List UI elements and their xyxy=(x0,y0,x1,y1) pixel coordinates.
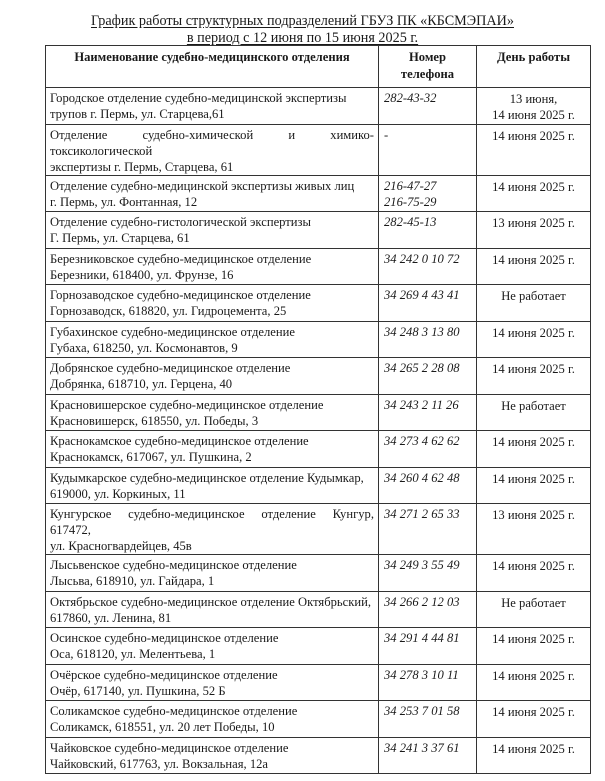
department-name-line: Лысьва, 618910, ул. Гайдара, 1 xyxy=(50,574,215,588)
phone-number-cell xyxy=(379,504,477,555)
header-phone-number: Номер телефона xyxy=(379,46,477,88)
phone-number-line: 216-75-29 xyxy=(384,194,437,209)
phone-number-line: 34 249 3 55 49 xyxy=(384,558,460,572)
phone-number-line: 34 291 4 44 81 xyxy=(384,631,460,645)
phone-number-cell xyxy=(379,394,477,431)
department-name-line: Отделение судебно-гистологической экспертизы xyxy=(50,215,311,229)
work-day-line: 14 июня 2025 г. xyxy=(492,705,575,719)
department-name-line: Березники, 618400, ул. Фрунзе, 16 xyxy=(50,267,234,282)
department-name-cell xyxy=(46,591,379,628)
phone-number-line: 34 269 4 43 41 xyxy=(384,288,460,302)
table-row xyxy=(46,664,591,701)
work-day-cell xyxy=(477,467,591,504)
department-name-line: Городское отделение судебно-медицинской экспертизы xyxy=(50,91,347,105)
phone-number-line: 34 273 4 62 62 xyxy=(384,434,460,448)
work-day-line: 13 июня, xyxy=(509,92,558,106)
phone-number-cell xyxy=(379,124,477,175)
phone-number-line: 282-45-13 xyxy=(384,215,437,229)
work-day-cell xyxy=(477,555,591,592)
department-name-cell xyxy=(46,321,379,358)
department-name-line: Красновишерск, 618550, ул. Победы, 3 xyxy=(50,413,259,428)
department-name-cell xyxy=(46,431,379,468)
work-day-line: 14 июня 2025 г. xyxy=(492,435,575,449)
department-name-line: Кунгурское судебно-медицинское отделение Кунгур, 617472, xyxy=(50,507,374,537)
department-name-line: Краснокамское судебно-медицинское отделение xyxy=(50,434,309,448)
phone-number-line: 216-47-27 xyxy=(384,178,437,193)
work-day-cell xyxy=(477,737,591,774)
work-day-cell xyxy=(477,285,591,322)
work-day-line: 14 июня 2025 г. xyxy=(492,325,575,340)
department-name-cell xyxy=(46,248,379,285)
department-name-line: Лысьвенское судебно-медицинское отделение xyxy=(50,558,297,572)
phone-number-line: 34 278 3 10 11 xyxy=(384,667,459,682)
phone-number-cell xyxy=(379,285,477,322)
department-name-cell xyxy=(46,285,379,322)
schedule-table xyxy=(45,45,591,774)
header-department-name: Наименование судебно-медицинского отделения xyxy=(46,46,379,88)
phone-number-cell xyxy=(379,212,477,249)
phone-number-line: 34 271 2 65 33 xyxy=(384,507,460,521)
department-name-line: Краснокамск, 617067, ул. Пушкина, 2 xyxy=(50,450,252,464)
department-name-cell xyxy=(46,467,379,504)
department-name-line: Соликамское судебно-медицинское отделение xyxy=(50,704,298,718)
table-row xyxy=(46,358,591,395)
table-row xyxy=(46,431,591,468)
phone-number-line: 34 248 3 13 80 xyxy=(384,324,460,339)
work-day-line: 14 июня 2025 г. xyxy=(492,559,575,573)
phone-number-line: 34 260 4 62 48 xyxy=(384,470,460,485)
table-row xyxy=(46,285,591,322)
table-row xyxy=(46,212,591,249)
department-name-line: Губаха, 618250, ул. Космонавтов, 9 xyxy=(50,340,238,355)
department-name-cell xyxy=(46,664,379,701)
table-row xyxy=(46,555,591,592)
department-name-line: Октябрьское судебно-медицинское отделение Октябрьский, xyxy=(50,594,371,609)
department-name-line: Очёрское судебно-медицинское отделение xyxy=(50,667,278,682)
department-name-line: Отделение судебно-химической и химико-токсикологической xyxy=(50,127,374,158)
header-work-day: День работы xyxy=(477,46,591,88)
department-name-line: Чайковский, 617763, ул. Вокзальная, 12а xyxy=(50,756,269,771)
phone-number-line: - xyxy=(384,127,389,142)
work-day-line: Не работает xyxy=(501,595,566,610)
department-name-line: Г. Пермь, ул. Старцева, 61 xyxy=(50,231,190,245)
table-row xyxy=(46,504,591,555)
department-name-cell xyxy=(46,394,379,431)
work-day-cell xyxy=(477,321,591,358)
work-day-cell xyxy=(477,248,591,285)
work-day-line: 14 июня 2025 г. xyxy=(492,741,575,756)
phone-number-cell xyxy=(379,248,477,285)
work-day-cell xyxy=(477,175,591,212)
work-day-cell xyxy=(477,88,591,125)
department-name-line: Отделение судебно-медицинской экспертизы живых лиц xyxy=(50,178,355,193)
table-header-row xyxy=(46,46,591,88)
table-row xyxy=(46,737,591,774)
department-name-line: Добрянское судебно-медицинское отделение xyxy=(50,361,291,375)
phone-number-cell xyxy=(379,88,477,125)
work-day-line: 13 июня 2025 г. xyxy=(492,216,575,230)
department-name-line: Горнозаводское судебно-медицинское отделение xyxy=(50,288,311,302)
work-day-line: 14 июня 2025 г. xyxy=(492,632,575,646)
department-name-line: Соликамск, 618551, ул. 20 лет Победы, 10 xyxy=(50,720,275,734)
table-row xyxy=(46,628,591,665)
work-day-line: Не работает xyxy=(501,289,566,303)
department-name-cell xyxy=(46,358,379,395)
department-name-line: г. Пермь, ул. Фонтанная, 12 xyxy=(50,194,198,209)
phone-number-cell xyxy=(379,701,477,738)
title-line-2: в период с 12 июня по 15 июня 2025 г. xyxy=(186,30,419,46)
work-day-cell xyxy=(477,358,591,395)
work-day-cell xyxy=(477,124,591,175)
phone-number-cell xyxy=(379,555,477,592)
table-row xyxy=(46,124,591,175)
work-day-line: Не работает xyxy=(501,398,566,413)
phone-number-cell xyxy=(379,467,477,504)
department-name-cell xyxy=(46,504,379,555)
department-name-line: Чайковское судебно-медицинское отделение xyxy=(50,740,289,755)
department-name-line: Березниковское судебно-медицинское отделение xyxy=(50,251,312,266)
table-row xyxy=(46,248,591,285)
phone-number-cell xyxy=(379,175,477,212)
phone-number-line: 34 253 7 01 58 xyxy=(384,704,460,718)
work-day-line: 14 июня 2025 г. xyxy=(492,252,575,267)
department-name-cell xyxy=(46,212,379,249)
phone-number-line: 34 242 0 10 72 xyxy=(384,251,460,266)
department-name-line: Горнозаводск, 618820, ул. Гидроцемента, 25 xyxy=(50,304,287,318)
work-day-cell xyxy=(477,701,591,738)
phone-number-line: 34 265 2 28 08 xyxy=(384,361,460,375)
phone-number-line: 34 266 2 12 03 xyxy=(384,594,460,609)
table-row xyxy=(46,394,591,431)
work-day-cell xyxy=(477,394,591,431)
work-day-line: 14 июня 2025 г. xyxy=(492,668,575,683)
department-name-line: Осинское судебно-медицинское отделение xyxy=(50,631,279,645)
department-name-line: Красновишерское судебно-медицинское отделение xyxy=(50,397,324,412)
table-row xyxy=(46,591,591,628)
work-day-cell xyxy=(477,664,591,701)
department-name-line: Очёр, 617140, ул. Пушкина, 52 Б xyxy=(50,683,226,698)
department-name-cell xyxy=(46,175,379,212)
phone-number-line: 282-43-32 xyxy=(384,91,437,105)
work-day-line: 14 июня 2025 г. xyxy=(492,128,575,143)
phone-number-cell xyxy=(379,591,477,628)
work-day-line: 14 июня 2025 г. xyxy=(492,108,575,122)
department-name-line: 617860, ул. Ленина, 81 xyxy=(50,610,172,625)
work-day-cell xyxy=(477,591,591,628)
work-day-cell xyxy=(477,504,591,555)
department-name-line: экспертизы г. Пермь, Старцева, 61 xyxy=(50,159,234,174)
table-row xyxy=(46,321,591,358)
phone-number-cell xyxy=(379,431,477,468)
department-name-cell xyxy=(46,88,379,125)
work-day-line: 14 июня 2025 г. xyxy=(492,179,575,194)
work-day-line: 13 июня 2025 г. xyxy=(492,508,575,522)
phone-number-cell xyxy=(379,664,477,701)
phone-number-line: 34 243 2 11 26 xyxy=(384,397,459,412)
table-body xyxy=(46,88,591,774)
department-name-cell xyxy=(46,737,379,774)
work-day-line: 14 июня 2025 г. xyxy=(492,362,575,376)
department-name-line: трупов г. Пермь, ул. Старцева,61 xyxy=(50,107,225,121)
table-row xyxy=(46,88,591,125)
department-name-line: 619000, ул. Коркиных, 11 xyxy=(50,486,186,501)
department-name-cell xyxy=(46,701,379,738)
title-line-1: График работы структурных подразделений ГБУЗ ПК «КБСМЭПАИ» xyxy=(90,13,514,29)
department-name-line: Губахинское судебно-медицинское отделение xyxy=(50,324,295,339)
table-row xyxy=(46,701,591,738)
table-row xyxy=(46,467,591,504)
phone-number-cell xyxy=(379,321,477,358)
work-day-cell xyxy=(477,628,591,665)
phone-number-cell xyxy=(379,628,477,665)
department-name-line: ул. Красногвардейцев, 45в xyxy=(50,539,192,553)
department-name-cell xyxy=(46,555,379,592)
department-name-line: Кудымкарское судебно-медицинское отделение Кудымкар, xyxy=(50,470,364,485)
department-name-cell xyxy=(46,124,379,175)
table-row xyxy=(46,175,591,212)
phone-number-line: 34 241 3 37 61 xyxy=(384,740,460,755)
department-name-cell xyxy=(46,628,379,665)
work-day-cell xyxy=(477,212,591,249)
work-day-line: 14 июня 2025 г. xyxy=(492,471,575,486)
department-name-line: Оса, 618120, ул. Мелентьева, 1 xyxy=(50,647,216,661)
phone-number-cell xyxy=(379,737,477,774)
department-name-line: Добрянка, 618710, ул. Герцена, 40 xyxy=(50,377,233,391)
document-title xyxy=(0,13,605,47)
phone-number-cell xyxy=(379,358,477,395)
work-day-cell xyxy=(477,431,591,468)
